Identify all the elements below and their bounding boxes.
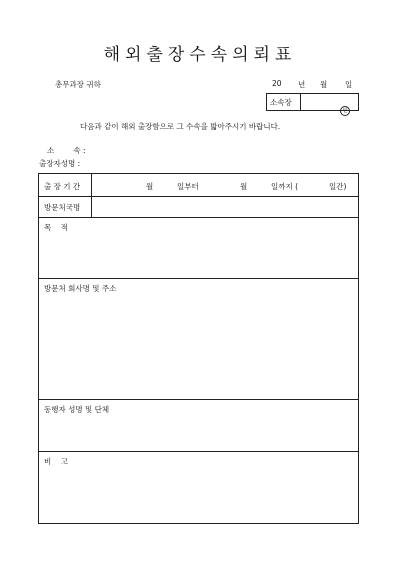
document-title: 해외출장수속의뢰표 bbox=[103, 45, 297, 65]
period-to-month: 월 bbox=[240, 182, 248, 191]
recipient-line: 총무과장 귀하 bbox=[55, 80, 101, 89]
row-divider-5 bbox=[39, 451, 358, 452]
department-label: 소 속 : bbox=[47, 146, 86, 155]
period-from-day: 일부터 bbox=[177, 182, 199, 191]
seal-icon: 인 bbox=[340, 106, 350, 116]
date-year-unit: 년 bbox=[298, 80, 306, 89]
purpose-label: 목 적 bbox=[44, 223, 69, 232]
visit-company-label: 방문처 회사명 및 주소 bbox=[44, 284, 117, 293]
companion-label: 동행자 성명 및 단체 bbox=[44, 405, 110, 414]
period-days: 일간) bbox=[329, 182, 347, 191]
date-day-unit: 일 bbox=[345, 80, 353, 89]
approval-label: 소속장 bbox=[270, 98, 292, 107]
period-from-month: 월 bbox=[146, 182, 154, 191]
request-table bbox=[38, 173, 359, 524]
approval-divider bbox=[300, 94, 301, 110]
request-text: 다음과 같이 해외 출장함으로 그 수속을 밟아주시기 바랍니다. bbox=[80, 122, 281, 131]
row-divider-3 bbox=[39, 278, 358, 279]
date-year-prefix: 20 bbox=[272, 79, 282, 88]
row-divider-1 bbox=[39, 196, 358, 197]
country-label: 방문처국명 bbox=[44, 203, 81, 212]
seal-mark bbox=[340, 97, 350, 116]
period-to-day: 일까지 ( bbox=[271, 182, 299, 191]
period-label: 출 장 기 간 bbox=[44, 182, 81, 191]
row-divider-2 bbox=[39, 217, 358, 218]
row-divider-4 bbox=[39, 399, 358, 400]
remarks-label: 비 고 bbox=[44, 457, 69, 466]
approval-box bbox=[266, 93, 359, 114]
label-column-divider bbox=[91, 174, 92, 217]
date-month-unit: 월 bbox=[320, 80, 328, 89]
date-line bbox=[0, 79, 400, 91]
traveler-name-label: 출장자성명 : bbox=[39, 159, 81, 168]
